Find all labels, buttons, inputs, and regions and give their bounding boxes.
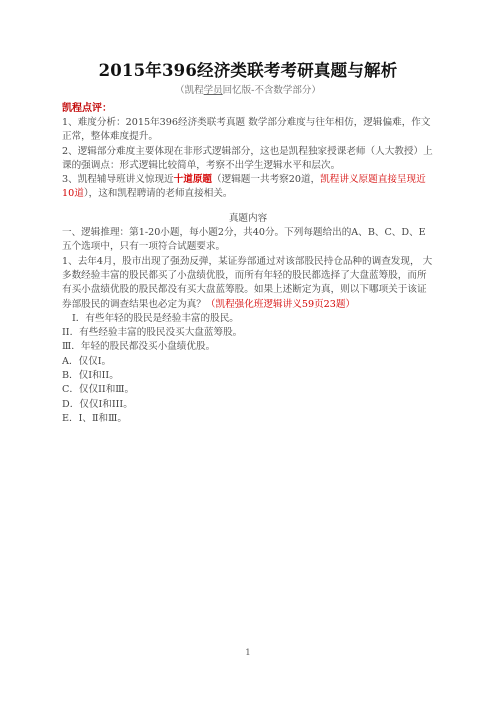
- option-d: D．仅仅I和III。: [62, 398, 133, 410]
- subtitle-underlined: 学员: [203, 85, 223, 96]
- review-item-2: 2、逻辑部分难度主要体现在非形式逻辑部分，这也是凯程独家授课老师（人大教授）上课的强调点：形式逻辑比较简单，考察不出学生逻辑水平和层次。: [62, 145, 433, 171]
- review-item-1: 1、难度分析：2015年396经济类联考真题 数学部分难度与往年相仿，逻辑偏难，作文正常，整体难度提升。: [62, 117, 431, 143]
- option-c: C．仅仅II和Ⅲ。: [62, 384, 135, 396]
- question-1-reference: （凯程强化班逻辑讲义59页23题）: [205, 298, 356, 310]
- question-1: [62, 255, 434, 312]
- statement-1: I．有些年轻的股民是经验丰富的股民。: [72, 312, 239, 324]
- question-intro: 一、逻辑推理：第1-20小题，每小题2分，共40分。下列每题给出的A、B、C、D、E五个选项中，只有一项符合试题要求。: [62, 227, 426, 253]
- subtitle-post: 回忆版-不含数学部分）: [222, 85, 321, 96]
- option-b: B．仅I和II。: [62, 370, 119, 382]
- review-3-highlight: 十道原题: [173, 174, 213, 186]
- doc-title: 2015年396经济类联考考研真题与解析: [98, 61, 398, 80]
- page-number: 1: [245, 648, 251, 658]
- option-a: A．仅仅I。: [62, 355, 112, 367]
- subtitle-pre: （凯程: [175, 85, 204, 96]
- statement-3: Ⅲ．年轻的股民都没买小盘绩优股。: [62, 341, 216, 353]
- review-3-red-note: 凯程讲义原题直接呈现近10道: [62, 174, 426, 200]
- content-heading: 真题内容: [228, 212, 268, 224]
- doc-subtitle: [62, 84, 434, 97]
- option-e: E．I、Ⅱ和Ⅲ。: [62, 412, 127, 424]
- document-body: [62, 60, 434, 426]
- review-3-part-e: ），这和凯程聘请的老师直接相关。: [83, 188, 233, 200]
- review-item-3: [62, 173, 434, 202]
- review-3-part-a: 3、凯程辅导班讲义惊现近: [62, 174, 174, 186]
- statement-2: II．有些经验丰富的股民没买大盘蓝筹股。: [62, 327, 243, 339]
- review-3-part-c: （逻辑题一共考察20道，: [212, 174, 321, 186]
- review-heading: 凯程点评：: [62, 103, 112, 114]
- question-1-text: 1、去年4月，股市出现了强劲反弹，某证券部通过对该部股民持仓品种的调查发现， 大多数经验丰富的股民都买了小盘绩优股，而所有年轻的股民都选择了大盘蓝筹股，而所有买小盘绩优股的股民都没有买大盘蓝筹股。如果上述断定为真，则以下哪项关于该证券部股民的调查结果也必定为真？: [62, 255, 433, 310]
